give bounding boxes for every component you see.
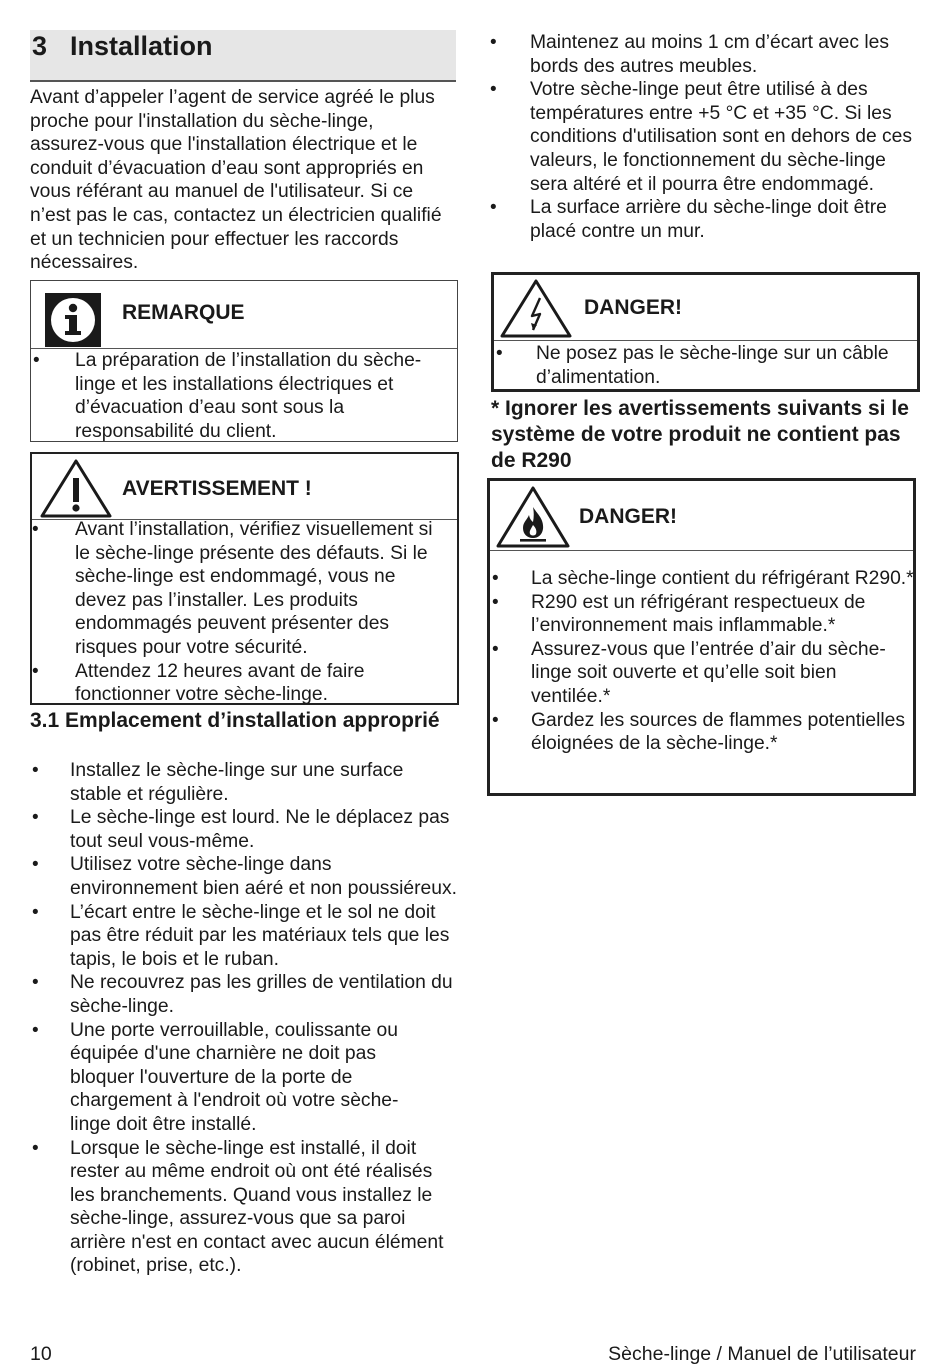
document-title: Sèche-linge / Manuel de l’utilisateur	[608, 1343, 916, 1365]
page-number: 10	[30, 1343, 52, 1365]
intro-paragraph: Avant d’appeler l’agent de service agréé le plus proche pour l'installation du sèche-linge, assurez-vous que l'installation électrique et le conduit d’évacuation d’eau sont appropriés en vous référant au manuel de l'utilisateur. Si ce n’est pas le cas, contactez un électricien qualifié et un technicien pour effectuer les raccords nécessaires.	[30, 87, 442, 274]
note-box	[30, 280, 458, 442]
subsection-heading: 3.1 Emplacement d’installation approprié	[30, 709, 440, 732]
note-box-title: REMARQUE	[122, 301, 245, 324]
section-title-text: Installation	[70, 31, 213, 61]
list-item: • Ne posez pas le sèche-linge sur un câble d’alimentation.	[494, 342, 918, 389]
list-item: • Installez le sèche-linge sur une surface stable et régulière.	[30, 759, 458, 806]
list-item: • L’écart entre le sèche-linge et le sol ne doit pas être réduit par les matériaux tels que les tapis, le bois et le ruban.	[30, 901, 458, 972]
list-item: • Utilisez votre sèche-linge dans environnement bien aéré et non poussiéreux.	[30, 853, 458, 900]
note-box-header	[31, 281, 457, 349]
warning-box	[30, 452, 459, 705]
list-item: • Gardez les sources de flammes potentielles éloignées de la sèche-linge.*	[490, 709, 914, 756]
installation-location-list	[30, 759, 458, 1278]
danger-box-electric-title: DANGER!	[584, 296, 682, 319]
danger-box-flammable-list	[490, 567, 914, 756]
list-item: • Lorsque le sèche-linge est installé, il doit rester au même endroit où ont été réalisés les branchements. Quand vous installez le sèche-linge, assurez-vous que sa paroi arrière n'est en contact avec aucun élément (robinet, prise, etc.).	[30, 1137, 458, 1279]
note-box-list	[31, 349, 449, 443]
r290-heading: * Ignorer les avertissements suivants si le système de votre produit ne contient pas de R290	[491, 397, 909, 472]
list-item: • R290 est un réfrigérant respectueux de l’environnement mais inflammable.*	[490, 591, 914, 638]
list-item: • La sèche-linge contient du réfrigérant R290.*	[490, 567, 914, 591]
list-item: • La préparation de l’installation du sèche-linge et les installations électriques et d’évacuation d’eau sont sous la responsabilité du client.	[31, 349, 449, 443]
info-icon	[45, 293, 101, 347]
list-item: • Avant l’installation, vérifiez visuellement si le sèche-linge présente des défauts. Si le sèche-linge est endommagé, vous ne devez pas l’installer. Les produits endommagés peuvent présenter des risques pour votre sécurité.	[30, 518, 450, 660]
warning-triangle-icon	[40, 458, 112, 518]
flammable-hazard-icon	[496, 485, 570, 549]
list-item: • Ne recouvrez pas les grilles de ventilation du sèche-linge.	[30, 971, 458, 1018]
list-item: • Attendez 12 heures avant de faire fonctionner votre sèche-linge.	[30, 660, 450, 707]
list-item: • Une porte verrouillable, coulissante ou équipée d'une charnière ne doit pas bloquer l'ouverture de la porte de chargement à l'endroit où votre sèche-linge doit être installé.	[30, 1019, 458, 1137]
danger-box-flammable	[487, 478, 916, 796]
section-number: 3	[32, 31, 48, 61]
list-item: • Votre sèche-linge peut être utilisé à des températures entre +5 °C et +35 °C. Si les conditions d'utilisation sont en dehors de ces valeurs, le fonctionnement du sèche-linge sera altéré et il pourra être endommagé.	[488, 78, 916, 196]
warning-box-title: AVERTISSEMENT !	[122, 477, 312, 500]
list-item: • Maintenez au moins 1 cm d’écart avec les bords des autres meubles.	[488, 31, 916, 78]
warning-box-list	[30, 518, 450, 707]
right-column-list	[488, 31, 916, 243]
danger-box-electric-header	[494, 275, 917, 341]
electric-hazard-icon	[500, 278, 572, 338]
list-item: • Le sèche-linge est lourd. Ne le déplacez pas tout seul vous-même.	[30, 806, 458, 853]
warning-box-header	[32, 454, 457, 520]
section-title	[30, 30, 456, 82]
danger-box-flammable-header	[490, 481, 913, 551]
danger-box-electric-list	[494, 342, 918, 389]
danger-box-electric	[491, 272, 920, 392]
danger-box-flammable-title: DANGER!	[579, 505, 677, 528]
list-item: • La surface arrière du sèche-linge doit être placé contre un mur.	[488, 196, 916, 243]
list-item: • Assurez-vous que l’entrée d’air du sèche-linge soit ouverte et qu’elle soit bien ventilée.*	[490, 638, 914, 709]
